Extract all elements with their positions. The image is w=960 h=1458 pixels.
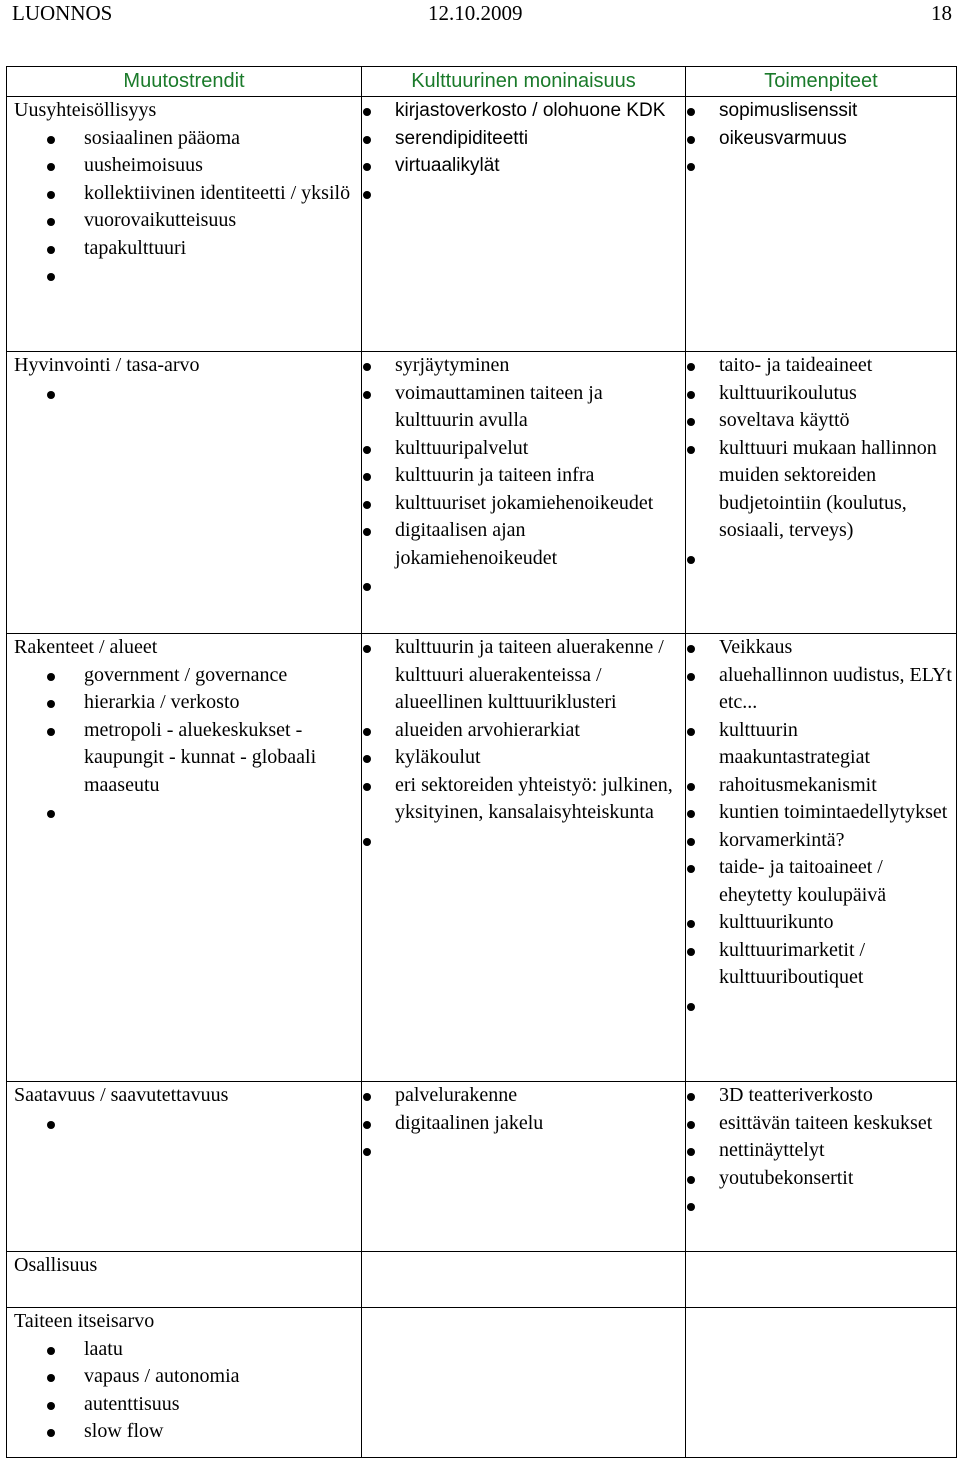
page-header — [0, 0, 960, 30]
empty-bullet-item — [686, 992, 956, 1020]
column-header-diversity: Kulttuurinen moninaisuus — [362, 67, 686, 97]
diversity-cell — [362, 352, 686, 634]
diversity-cell — [362, 1308, 686, 1458]
table-row — [7, 352, 957, 634]
diversity-list — [362, 97, 685, 207]
actions-cell — [686, 634, 957, 1082]
list-item: esittävän taiteen keskukset — [686, 1110, 956, 1138]
trend-title: Rakenteet / alueet — [14, 636, 158, 658]
trend-title: Uusyhteisöllisyys — [14, 99, 157, 121]
list-item: uusheimoisuus — [7, 152, 361, 180]
list-item: taide- ja taitoaineet / eheytetty koulupäivä — [686, 854, 956, 909]
list-item: digitaalisen ajan jokamiehenoikeudet — [362, 517, 685, 572]
actions-cell — [686, 352, 957, 634]
trend-list — [7, 1336, 361, 1446]
list-item: nettinäyttelyt — [686, 1137, 956, 1165]
trends-table — [6, 66, 957, 1458]
trend-list — [7, 125, 361, 290]
trend-cell — [7, 1308, 362, 1458]
list-item: kulttuurin ja taiteen infra — [362, 462, 685, 490]
list-item: palvelurakenne — [362, 1082, 685, 1110]
page-number: 18 — [931, 1, 952, 25]
document-date: 12.10.2009 — [428, 1, 523, 25]
list-item: kuntien toimintaedellytykset — [686, 799, 956, 827]
trend-cell — [7, 1082, 362, 1252]
trend-cell — [7, 634, 362, 1082]
actions-list — [686, 97, 956, 180]
list-item: syrjäytyminen — [362, 352, 685, 380]
list-item: kulttuuriset jokamiehenoikeudet — [362, 490, 685, 518]
trend-title: Taiteen itseisarvo — [14, 1310, 155, 1332]
column-header-actions: Toimenpiteet — [686, 67, 957, 97]
trend-list — [7, 662, 361, 827]
table-row — [7, 1082, 957, 1252]
diversity-list — [362, 1082, 685, 1165]
diversity-cell — [362, 634, 686, 1082]
list-item: laatu — [7, 1336, 361, 1364]
list-item: voimauttaminen taiteen ja kulttuurin avulla — [362, 380, 685, 435]
list-item: sopimuslisenssit — [686, 97, 956, 125]
list-item: kulttuurikunto — [686, 909, 956, 937]
trend-cell — [7, 352, 362, 634]
list-item: vapaus / autonomia — [7, 1363, 361, 1391]
list-item: taito- ja taideaineet — [686, 352, 956, 380]
trend-cell — [7, 1252, 362, 1308]
list-item: government / governance — [7, 662, 361, 690]
list-item: tapakulttuuri — [7, 235, 361, 263]
list-item: oikeusvarmuus — [686, 125, 956, 153]
list-item: metropoli - aluekeskukset - kaupungit - kunnat - globaali maaseutu — [7, 717, 361, 800]
actions-list — [686, 1082, 956, 1220]
actions-cell — [686, 1082, 957, 1252]
list-item: autenttisuus — [7, 1391, 361, 1419]
trend-title: Osallisuus — [14, 1254, 98, 1276]
list-item: kulttuuri mukaan hallinnon muiden sektoreiden budjetointiin (koulutus, sosiaali, terveys) — [686, 435, 956, 545]
list-item: kulttuurin ja taiteen aluerakenne / kulttuuri aluerakenteissa / alueellinen kulttuuriklusteri — [362, 634, 685, 717]
list-item: sosiaalinen pääoma — [7, 125, 361, 153]
trend-title: Hyvinvointi / tasa-arvo — [14, 354, 200, 376]
list-item: kirjastoverkosto / olohuone KDK — [362, 97, 685, 125]
empty-bullet-item — [362, 827, 685, 855]
empty-bullet-item — [7, 1110, 361, 1138]
list-item: aluehallinnon uudistus, ELYt etc... — [686, 662, 956, 717]
list-item: kyläkoulut — [362, 744, 685, 772]
diversity-list — [362, 352, 685, 600]
diversity-cell — [362, 1082, 686, 1252]
empty-bullet-item — [7, 380, 361, 408]
actions-cell — [686, 1252, 957, 1308]
list-item: korvamerkintä? — [686, 827, 956, 855]
empty-bullet-item — [686, 545, 956, 573]
actions-list — [686, 634, 956, 1019]
table-header-row — [7, 67, 957, 97]
empty-bullet-item — [686, 152, 956, 180]
list-item: kulttuuripalvelut — [362, 435, 685, 463]
list-item: soveltava käyttö — [686, 407, 956, 435]
list-item: youtubekonsertit — [686, 1165, 956, 1193]
diversity-cell — [362, 1252, 686, 1308]
trend-cell — [7, 97, 362, 352]
list-item: digitaalinen jakelu — [362, 1110, 685, 1138]
list-item: kulttuurikoulutus — [686, 380, 956, 408]
draft-label: LUONNOS — [12, 1, 113, 25]
list-item: kollektiivinen identiteetti / yksilö — [7, 180, 361, 208]
list-item: kulttuurimarketit / kulttuuriboutiquet — [686, 937, 956, 992]
trend-list — [7, 380, 361, 408]
table-row — [7, 1308, 957, 1458]
trend-list — [7, 1110, 361, 1138]
table-row — [7, 634, 957, 1082]
actions-cell — [686, 1308, 957, 1458]
empty-bullet-item — [7, 262, 361, 290]
diversity-cell — [362, 97, 686, 352]
table-row — [7, 97, 957, 352]
table-body — [7, 97, 957, 1458]
list-item: rahoitusmekanismit — [686, 772, 956, 800]
diversity-list — [362, 634, 685, 854]
list-item: Veikkaus — [686, 634, 956, 662]
empty-bullet-item — [362, 180, 685, 208]
list-item: slow flow — [7, 1418, 361, 1446]
list-item: virtuaalikylät — [362, 152, 685, 180]
empty-bullet-item — [362, 572, 685, 600]
empty-bullet-item — [362, 1137, 685, 1165]
empty-bullet-item — [7, 799, 361, 827]
actions-list — [686, 352, 956, 572]
column-header-trends: Muutostrendit — [7, 67, 362, 97]
table-row — [7, 1252, 957, 1308]
actions-cell — [686, 97, 957, 352]
list-item: eri sektoreiden yhteistyö: julkinen, yksityinen, kansalaisyhteiskunta — [362, 772, 685, 827]
list-item: hierarkia / verkosto — [7, 689, 361, 717]
list-item: alueiden arvohierarkiat — [362, 717, 685, 745]
trend-title: Saatavuus / saavutettavuus — [14, 1084, 229, 1106]
empty-bullet-item — [686, 1192, 956, 1220]
list-item: vuorovaikutteisuus — [7, 207, 361, 235]
list-item: serendipiditeetti — [362, 125, 685, 153]
list-item: 3D teatteriverkosto — [686, 1082, 956, 1110]
list-item: kulttuurin maakuntastrategiat — [686, 717, 956, 772]
